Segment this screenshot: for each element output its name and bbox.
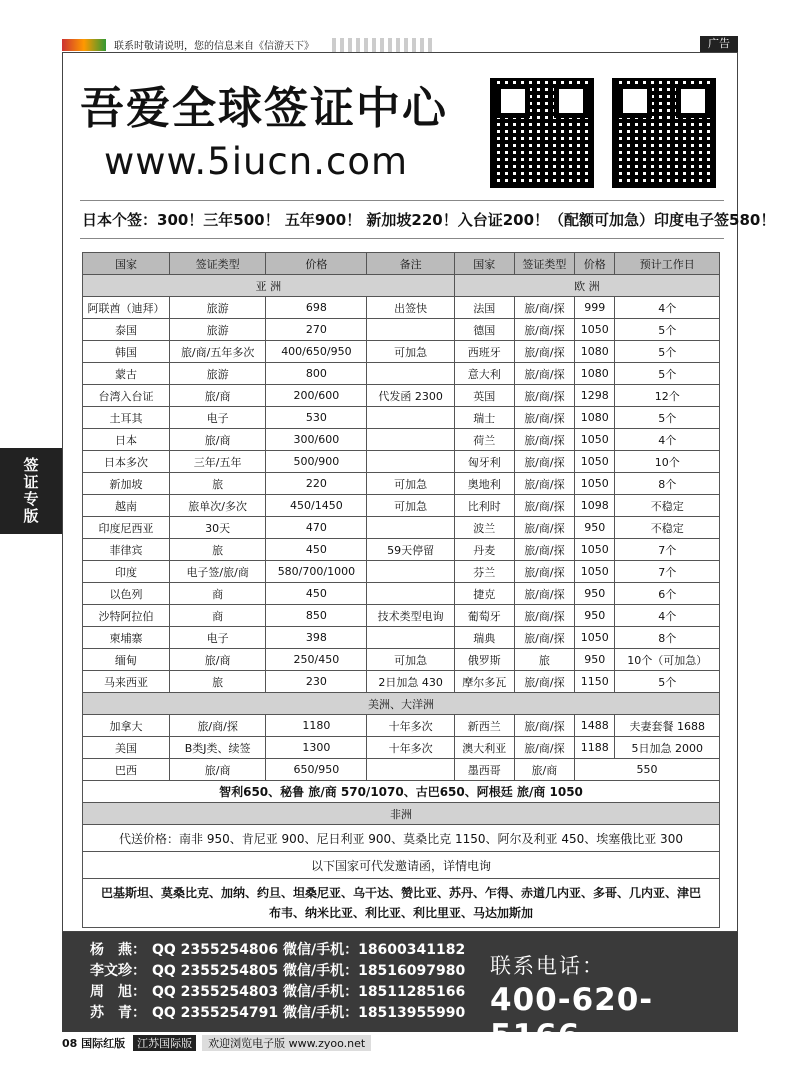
table-cell: 1488 (574, 715, 615, 737)
table-cell: 摩尔多瓦 (454, 671, 514, 693)
table-cell: 旅/商 (514, 759, 574, 781)
table-row (83, 473, 720, 495)
table-cell: 十年多次 (367, 737, 454, 759)
table-cell: 菲律宾 (83, 539, 170, 561)
table-cell: 1080 (574, 407, 615, 429)
contact-list (90, 940, 465, 1024)
table-cell: 法国 (454, 297, 514, 319)
table-cell (367, 451, 454, 473)
table-cell: 新加坡 (83, 473, 170, 495)
table-cell: 比利时 (454, 495, 514, 517)
table-row (83, 539, 720, 561)
table-cell: 5日加急 2000 (615, 737, 720, 759)
table-cell: 230 (266, 671, 367, 693)
tel-number[interactable]: 400-620-5166 (490, 982, 654, 1054)
table-cell: 西班牙 (454, 341, 514, 363)
contact-info[interactable]: QQ 2355254806 微信/手机：18600341182 (152, 942, 466, 958)
website-url[interactable]: www.5iucn.com (104, 140, 408, 183)
table-cell: 1050 (574, 319, 615, 341)
table-cell: 550 (574, 759, 719, 781)
table-cell: 旅/商/探 (514, 429, 574, 451)
table-cell: 1300 (266, 737, 367, 759)
tel-label: 联系电话： (490, 954, 605, 978)
table-row (83, 737, 720, 759)
divider (80, 238, 724, 239)
table-cell: 2日加急 430 (367, 671, 454, 693)
table-cell: 470 (266, 517, 367, 539)
column-header: 价格 (574, 253, 615, 275)
table-cell: 30天 (170, 517, 266, 539)
table-cell-wide: 智利650、秘鲁 旅/商 570/1070、古巴650、阿根廷 旅/商 1050 (83, 781, 720, 803)
table-cell-wide: 以下国家可代发邀请函，详情电询 (83, 852, 720, 879)
table-cell: 阿联酋（迪拜） (83, 297, 170, 319)
table-cell: 250/450 (266, 649, 367, 671)
column-header: 国家 (454, 253, 514, 275)
table-cell: 450 (266, 539, 367, 561)
table-cell: 8个 (615, 473, 720, 495)
page-title: 吾爱全球签证中心 (80, 83, 448, 134)
table-cell: 泰国 (83, 319, 170, 341)
table-cell: B类J类、续签 (170, 737, 266, 759)
table-cell: 缅甸 (83, 649, 170, 671)
table-cell: 旅/商/探 (514, 319, 574, 341)
table-cell: 旅/商/探 (514, 715, 574, 737)
table-cell: 墨西哥 (454, 759, 514, 781)
table-cell (367, 627, 454, 649)
page-number: 08 国际红版 (62, 1037, 126, 1050)
table-cell: 旅/商/探 (514, 297, 574, 319)
contact-row (90, 940, 465, 961)
table-row (83, 693, 720, 715)
table-cell: 夫妻套餐 1688 (615, 715, 720, 737)
table-cell (367, 583, 454, 605)
table-cell: 意大利 (454, 363, 514, 385)
table-cell: 950 (574, 517, 615, 539)
table-row (83, 781, 720, 803)
region-label-europe: 欧 洲 (454, 275, 719, 297)
section-tab: 签证专版 (0, 448, 62, 534)
table-cell: 不稳定 (615, 495, 720, 517)
table-cell: 波兰 (454, 517, 514, 539)
table-cell: 代发函 2300 (367, 385, 454, 407)
table-cell: 可加急 (367, 473, 454, 495)
table-cell: 7个 (615, 561, 720, 583)
promo-line: 日本个签：300！三年500！ 五年900！ 新加坡220！入台证200！（配额可加急）印度电子签580！ (82, 211, 776, 229)
contact-name: 周 旭： (90, 984, 146, 1000)
table-cell-wide: 非洲 (83, 803, 720, 825)
table-cell: 旅/商 (170, 385, 266, 407)
table-row (83, 825, 720, 852)
table-cell: 650/950 (266, 759, 367, 781)
table-cell: 5个 (615, 363, 720, 385)
table-cell: 越南 (83, 495, 170, 517)
table-cell: 999 (574, 297, 615, 319)
table-cell: 匈牙利 (454, 451, 514, 473)
region-label-asia: 亚 洲 (83, 275, 455, 297)
table-cell: 4个 (615, 297, 720, 319)
notice-text: 联系时敬请说明，您的信息来自《信游天下》 (114, 41, 314, 52)
table-cell: 10个 (615, 451, 720, 473)
table-cell: 旅/商/探 (514, 605, 574, 627)
table-cell: 丹麦 (454, 539, 514, 561)
table-cell: 马来西亚 (83, 671, 170, 693)
table-cell: 旅/商 (170, 649, 266, 671)
table-cell: 葡萄牙 (454, 605, 514, 627)
table-cell: 印度尼西亚 (83, 517, 170, 539)
table-cell: 950 (574, 583, 615, 605)
table-cell: 旅单次/多次 (170, 495, 266, 517)
table-row (83, 517, 720, 539)
table-cell: 270 (266, 319, 367, 341)
qr-code-wechat (612, 78, 716, 188)
edition-label: 江苏国际版 (133, 1035, 196, 1051)
table-cell: 旅/商/探 (514, 473, 574, 495)
table-row (83, 407, 720, 429)
table-row (83, 583, 720, 605)
table-row (83, 561, 720, 583)
table-cell: 三年/五年 (170, 451, 266, 473)
table-cell: 6个 (615, 583, 720, 605)
table-cell (367, 759, 454, 781)
table-cell: 4个 (615, 605, 720, 627)
table-cell-wide: 代送价格：南非 950、肯尼亚 900、尼日利亚 900、莫桑比克 1150、阿尔及利亚 450、埃塞俄比亚 300 (83, 825, 720, 852)
table-row (83, 451, 720, 473)
table-cell: 可加急 (367, 649, 454, 671)
table-row (83, 803, 720, 825)
table-cell: 1098 (574, 495, 615, 517)
table-cell: 1298 (574, 385, 615, 407)
table-cell-wide: 美洲、大洋洲 (83, 693, 720, 715)
column-header: 预计工作日 (615, 253, 720, 275)
table-cell: 398 (266, 627, 367, 649)
table-cell: 沙特阿拉伯 (83, 605, 170, 627)
contact-info[interactable]: QQ 2355254803 微信/手机：18511285166 (152, 984, 466, 1000)
table-cell: 荷兰 (454, 429, 514, 451)
table-cell: 1050 (574, 429, 615, 451)
table-cell: 商 (170, 605, 266, 627)
table-row (83, 429, 720, 451)
table-cell: 旅游 (170, 297, 266, 319)
table-row (83, 363, 720, 385)
table-cell: 950 (574, 649, 615, 671)
table-cell: 200/600 (266, 385, 367, 407)
table-cell: 旅 (170, 473, 266, 495)
table-row (83, 879, 720, 928)
table-row (83, 759, 720, 781)
table-cell: 日本 (83, 429, 170, 451)
table-cell: 5个 (615, 341, 720, 363)
table-row (83, 341, 720, 363)
table-cell: 可加急 (367, 341, 454, 363)
table-cell: 800 (266, 363, 367, 385)
table-cell: 捷克 (454, 583, 514, 605)
table-cell-wide: 巴基斯坦、莫桑比克、加纳、约旦、坦桑尼亚、乌干达、赞比亚、苏丹、乍得、赤道几内亚、多哥、几内亚、津巴布韦、纳米比亚、利比亚、利比里亚、马达加斯加 (83, 879, 720, 928)
table-cell: 旅/商/探 (514, 495, 574, 517)
table-cell: 印度 (83, 561, 170, 583)
table-cell: 12个 (615, 385, 720, 407)
qr-code-weibo (490, 78, 594, 188)
table-cell: 旅/商/探 (514, 561, 574, 583)
table-cell: 十年多次 (367, 715, 454, 737)
table-cell: 旅/商/五年多次 (170, 341, 266, 363)
browse-link[interactable]: 欢迎浏览电子版 www.zyoo.net (202, 1035, 371, 1051)
table-cell: 1050 (574, 473, 615, 495)
table-cell: 旅/商/探 (514, 539, 574, 561)
table-cell: 1188 (574, 737, 615, 759)
table-cell: 旅/商/探 (514, 627, 574, 649)
table-row (83, 671, 720, 693)
table-cell (367, 407, 454, 429)
ad-tag: 广告 (700, 36, 738, 52)
table-cell: 土耳其 (83, 407, 170, 429)
table-cell: 澳大利亚 (454, 737, 514, 759)
table-cell: 奥地利 (454, 473, 514, 495)
table-cell: 旅游 (170, 363, 266, 385)
table-header-row (83, 253, 720, 275)
table-cell: 蒙古 (83, 363, 170, 385)
decorative-pattern (332, 38, 432, 52)
contact-info[interactable]: QQ 2355254791 微信/手机：18513955990 (152, 1005, 466, 1021)
table-cell: 1050 (574, 561, 615, 583)
table-cell: 400/650/950 (266, 341, 367, 363)
table-cell: 俄罗斯 (454, 649, 514, 671)
table-cell: 瑞士 (454, 407, 514, 429)
contact-name: 杨 燕： (90, 942, 146, 958)
table-cell: 1080 (574, 341, 615, 363)
publisher-logo (62, 39, 106, 51)
table-cell: 530 (266, 407, 367, 429)
table-cell: 1050 (574, 451, 615, 473)
contact-info[interactable]: QQ 2355254805 微信/手机：18516097980 (152, 963, 466, 979)
table-cell: 1050 (574, 627, 615, 649)
table-cell: 柬埔寨 (83, 627, 170, 649)
table-cell: 10个（可加急） (615, 649, 720, 671)
divider (80, 200, 724, 201)
table-cell: 美国 (83, 737, 170, 759)
table-cell: 旅/商 (170, 759, 266, 781)
table-cell: 商 (170, 583, 266, 605)
table-cell: 950 (574, 605, 615, 627)
table-row (83, 319, 720, 341)
table-row (83, 627, 720, 649)
table-row (83, 385, 720, 407)
table-cell: 旅/商/探 (514, 737, 574, 759)
table-cell: 旅/商/探 (514, 671, 574, 693)
page-footer (62, 1035, 371, 1051)
table-cell: 450 (266, 583, 367, 605)
table-cell: 500/900 (266, 451, 367, 473)
table-cell: 旅/商/探 (170, 715, 266, 737)
column-header: 签证类型 (170, 253, 266, 275)
table-cell: 加拿大 (83, 715, 170, 737)
table-row (83, 297, 720, 319)
contact-name: 李文珍： (90, 963, 146, 979)
table-cell: 出签快 (367, 297, 454, 319)
table-row (83, 715, 720, 737)
table-cell: 1080 (574, 363, 615, 385)
table-cell: 英国 (454, 385, 514, 407)
column-header: 签证类型 (514, 253, 574, 275)
visa-price-table (82, 252, 720, 928)
contact-row (90, 1003, 465, 1024)
table-cell: 450/1450 (266, 495, 367, 517)
table-row (83, 495, 720, 517)
table-cell: 5个 (615, 407, 720, 429)
table-cell: 巴西 (83, 759, 170, 781)
table-cell: 850 (266, 605, 367, 627)
table-cell: 旅/商/探 (514, 363, 574, 385)
table-cell: 旅/商/探 (514, 385, 574, 407)
region-row (83, 275, 720, 297)
table-cell: 1150 (574, 671, 615, 693)
table-cell: 芬兰 (454, 561, 514, 583)
table-cell: 可加急 (367, 495, 454, 517)
contact-row (90, 982, 465, 1003)
table-cell: 德国 (454, 319, 514, 341)
table-cell (367, 561, 454, 583)
table-cell (367, 363, 454, 385)
table-cell: 旅/商/探 (514, 517, 574, 539)
table-cell: 电子 (170, 627, 266, 649)
table-cell: 4个 (615, 429, 720, 451)
table-cell (367, 319, 454, 341)
table-cell: 7个 (615, 539, 720, 561)
column-header: 备注 (367, 253, 454, 275)
table-cell: 8个 (615, 627, 720, 649)
table-cell: 220 (266, 473, 367, 495)
table-cell: 300/600 (266, 429, 367, 451)
contact-name: 苏 青： (90, 1005, 146, 1021)
table-cell: 旅/商/探 (514, 583, 574, 605)
table-row (83, 605, 720, 627)
table-cell: 1180 (266, 715, 367, 737)
table-cell: 电子签/旅/商 (170, 561, 266, 583)
table-cell: 旅 (170, 671, 266, 693)
table-cell: 1050 (574, 539, 615, 561)
table-cell: 580/700/1000 (266, 561, 367, 583)
table-cell: 旅 (170, 539, 266, 561)
table-cell: 旅/商/探 (514, 341, 574, 363)
table-cell: 以色列 (83, 583, 170, 605)
table-cell: 日本多次 (83, 451, 170, 473)
table-cell: 698 (266, 297, 367, 319)
table-cell (367, 429, 454, 451)
table-cell: 59天停留 (367, 539, 454, 561)
column-header: 国家 (83, 253, 170, 275)
table-row (83, 649, 720, 671)
table-cell: 台湾入台证 (83, 385, 170, 407)
table-cell: 旅游 (170, 319, 266, 341)
contact-row (90, 961, 465, 982)
table-cell: 新西兰 (454, 715, 514, 737)
table-cell: 技术类型电询 (367, 605, 454, 627)
table-cell: 电子 (170, 407, 266, 429)
table-cell (367, 517, 454, 539)
table-cell: 5个 (615, 319, 720, 341)
table-cell: 旅 (514, 649, 574, 671)
column-header: 价格 (266, 253, 367, 275)
table-cell: 不稳定 (615, 517, 720, 539)
table-cell: 旅/商 (170, 429, 266, 451)
table-cell: 韩国 (83, 341, 170, 363)
top-notice-bar (62, 36, 438, 53)
table-row (83, 852, 720, 879)
table-cell: 旅/商/探 (514, 451, 574, 473)
table-cell: 瑞典 (454, 627, 514, 649)
table-cell: 5个 (615, 671, 720, 693)
table-cell: 旅/商/探 (514, 407, 574, 429)
